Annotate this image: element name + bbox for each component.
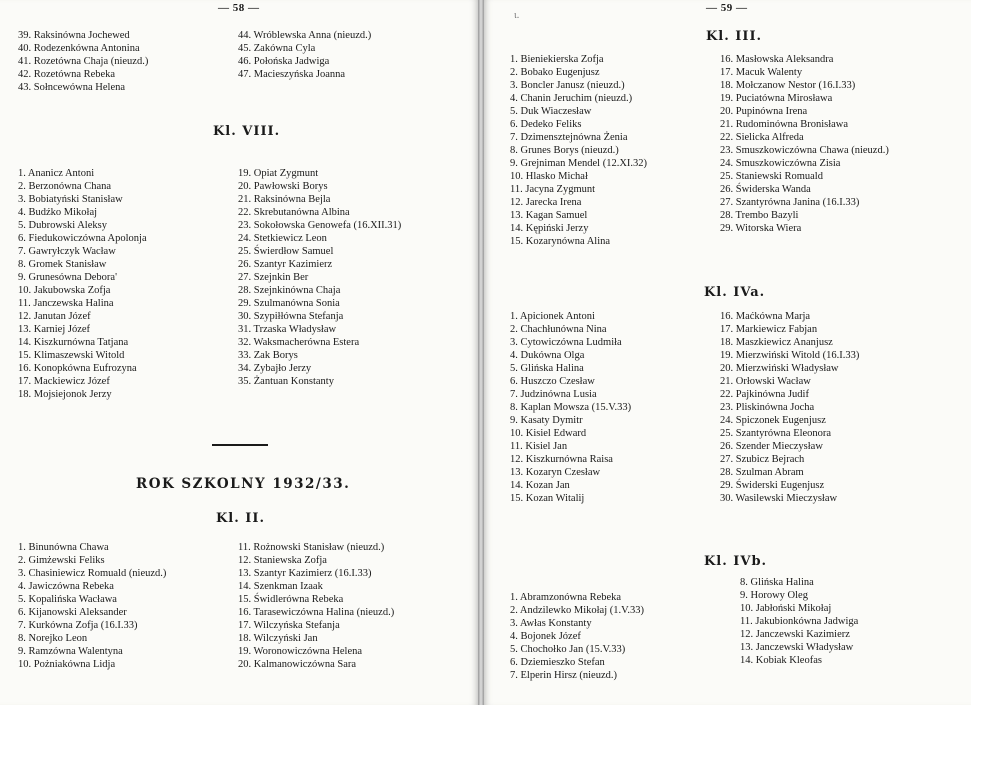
student-entry: 3. Chasiniewicz Romuald (nieuzd.) [18, 568, 167, 579]
student-entry: 27. Szejnkin Ber [238, 272, 309, 283]
student-entry: 28. Szulman Abram [720, 467, 804, 478]
student-entry: 2. Berzonówna Chana [18, 181, 112, 192]
student-entry: 22. Sielicka Alfreda [720, 132, 804, 143]
student-entry: 17. Markiewicz Fabjan [720, 324, 818, 335]
right-page [484, 0, 971, 705]
student-entry: 29. Świderski Eugenjusz [720, 480, 825, 491]
student-entry: 17. Wilczyńska Stefanja [238, 620, 340, 631]
student-entry: 11. Jakubionkówna Jadwiga [740, 616, 859, 627]
student-entry: 9. Grejniman Mendel (12.XI.32) [510, 158, 648, 169]
class-iii-col-a [510, 53, 647, 248]
student-entry: 7. Judzinówna Lusia [510, 389, 597, 400]
student-entry: 15. Świdlerówna Rebeka [238, 594, 344, 605]
student-entry: 19. Opiat Zygmunt [238, 168, 319, 179]
student-entry: 4. Chanin Jeruchim (nieuzd.) [510, 93, 633, 104]
student-entry: 29. Szulmanówna Sonia [238, 298, 340, 309]
class-viii-col-b [238, 167, 401, 388]
student-entry: 6. Fiedukowiczówna Apolonja [18, 233, 147, 244]
student-entry: 1. Apicionek Antoni [510, 311, 595, 322]
student-entry: 8. Gromek Stanisław [18, 259, 107, 270]
student-entry: 20. Pupinówna Irena [720, 106, 808, 117]
student-entry: 3. Cytowiczówna Ludmiła [510, 337, 622, 348]
student-entry: 16. Tarasewiczówna Halina (nieuzd.) [238, 607, 395, 618]
student-entry: 47. Macieszyńska Joanna [238, 69, 346, 80]
student-entry: 7. Gawryłczyk Wacław [18, 246, 116, 257]
student-entry: 13. Janczewski Władysław [740, 642, 854, 653]
student-entry: 21. Orłowski Wacław [720, 376, 811, 387]
student-entry: 10. Hlasko Michał [510, 171, 588, 182]
student-entry: 9. Grunesówna Debora' [18, 272, 117, 283]
student-entry: 20. Kalmanowiczówna Sara [238, 659, 357, 670]
left-page [0, 0, 478, 705]
student-entry: 30. Szypiłłówna Stefanja [238, 311, 344, 322]
student-entry: 34. Zybajło Jerzy [238, 363, 312, 374]
student-entry: 9. Horowy Oleg [740, 590, 808, 601]
class-ivb-heading: Kl. IVb. [704, 554, 768, 569]
student-entry: 13. Szantyr Kazimierz (16.I.33) [238, 568, 372, 579]
student-entry: 14. Kiszkurnówna Tatjana [18, 337, 129, 348]
class-ivb-col-a [510, 591, 644, 682]
student-entry: 3. Boncler Janusz (nieuzd.) [510, 80, 625, 91]
student-entry: 12. Kiszkurnówna Raisa [510, 454, 613, 465]
student-entry: 3. Awłas Konstanty [510, 618, 592, 629]
class-iva-heading: Kl. IVa. [704, 285, 766, 300]
student-entry: 33. Zak Borys [238, 350, 298, 361]
student-entry: 14. Kozan Jan [510, 480, 570, 491]
student-entry: 27. Szantyrówna Janina (16.I.33) [720, 197, 860, 208]
student-entry: 5. Glińska Halina [510, 363, 584, 374]
student-entry: 23. Smuszkowiczówna Chawa (nieuzd.) [720, 145, 889, 156]
student-entry: 6. Huszczo Czesław [510, 376, 595, 387]
student-entry: 10. Kisiel Edward [510, 428, 587, 439]
student-entry: 9. Kasaty Dymitr [510, 415, 583, 426]
student-entry: 1. Ananicz Antoni [18, 168, 95, 179]
student-entry: 16. Konopkówna Eufrozyna [18, 363, 137, 374]
student-entry: 8. Norejko Leon [18, 633, 88, 644]
class-viii-heading: Kl. VIII. [213, 124, 281, 139]
student-entry: 5. Duk Wiaczesław [510, 106, 592, 117]
student-entry: 40. Rodezenkówna Antonina [18, 43, 140, 54]
student-entry: 21. Raksinówna Bejla [238, 194, 331, 205]
student-entry: 39. Raksinówna Jochewed [18, 30, 130, 41]
student-entry: 18. Mojsiejonok Jerzy [18, 389, 112, 400]
class-ii-col-b [238, 541, 394, 671]
top-list-b [238, 29, 371, 81]
student-entry: 8. Kaplan Mowsza (15.V.33) [510, 402, 632, 413]
student-entry: 29. Witorska Wiera [720, 223, 802, 234]
student-entry: 3. Bobiatyński Stanisław [18, 194, 123, 205]
student-entry: 32. Waksmacherówna Estera [238, 337, 360, 348]
student-entry: 7. Elperin Hirsz (nieuzd.) [510, 670, 618, 681]
student-entry: 8. Grunes Borys (nieuzd.) [510, 145, 619, 156]
class-viii-col-a [18, 167, 147, 401]
student-entry: 8. Glińska Halina [740, 577, 814, 588]
student-entry: 26. Szantyr Kazimierz [238, 259, 333, 270]
student-entry: 9. Ramzówna Walentyna [18, 646, 123, 657]
student-entry: 25. Świerdłow Samuel [238, 246, 334, 257]
student-entry: 12. Janczewski Kazimierz [740, 629, 850, 640]
student-entry: 19. Woronowiczówna Helena [238, 646, 363, 657]
page-mark: ι. [514, 10, 520, 21]
student-entry: 26. Świderska Wanda [720, 184, 811, 195]
student-entry: 6. Dedeko Feliks [510, 119, 582, 130]
student-entry: 23. Pliskinówna Jocha [720, 402, 815, 413]
student-entry: 21. Rudominówna Bronisława [720, 119, 849, 130]
student-entry: 1. Abramzonówna Rebeka [510, 592, 622, 603]
student-entry: 11. Janczewska Halina [18, 298, 114, 309]
student-entry: 28. Trembo Bazyli [720, 210, 799, 221]
right-page-number: — 59 — [706, 2, 748, 14]
student-entry: 2. Gimżewski Feliks [18, 555, 105, 566]
class-ivb-col-b [740, 576, 858, 667]
section-divider [212, 444, 268, 446]
student-entry: 31. Trzaska Władysław [238, 324, 337, 335]
student-entry: 41. Rozetówna Chaja (nieuzd.) [18, 56, 149, 67]
student-entry: 22. Skrebutanówna Albina [238, 207, 350, 218]
student-entry: 5. Chochołko Jan (15.V.33) [510, 644, 626, 655]
student-entry: 11. Kisiel Jan [510, 441, 568, 452]
class-ii-col-a [18, 541, 166, 671]
student-entry: 10. Jakubowska Zofja [18, 285, 111, 296]
student-entry: 17. Macuk Walenty [720, 67, 803, 78]
student-entry: 10. Jabłoński Mikołaj [740, 603, 832, 614]
student-entry: 4. Jawiczówna Rebeka [18, 581, 114, 592]
student-entry: 7. Dzimensztejnówna Żenia [510, 132, 628, 143]
student-entry: 4. Bojonek Józef [510, 631, 581, 642]
student-entry: 13. Karniej Józef [18, 324, 91, 335]
student-entry: 25. Szantyrówna Eleonora [720, 428, 832, 439]
student-entry: 45. Zakówna Cyla [238, 43, 316, 54]
student-entry: 15. Klimaszewski Witold [18, 350, 125, 361]
student-entry: 28. Szejnkinówna Chaja [238, 285, 341, 296]
student-entry: 46. Połońska Jadwiga [238, 56, 330, 67]
class-iii-col-b [720, 53, 889, 235]
student-entry: 14. Szenkman Izaak [238, 581, 323, 592]
student-entry: 35. Żantuan Konstanty [238, 376, 334, 387]
student-entry: 12. Staniewska Zofja [238, 555, 327, 566]
student-entry: 24. Spiczonek Eugenjusz [720, 415, 826, 426]
student-entry: 6. Kijanowski Aleksander [18, 607, 127, 618]
left-page-number: — 58 — [218, 2, 260, 14]
class-ii-heading: Kl. II. [216, 511, 265, 526]
student-entry: 15. Kozarynówna Alina [510, 236, 611, 247]
student-entry: 5. Kopalińska Wacława [18, 594, 117, 605]
student-entry: 18. Maszkiewicz Ananjusz [720, 337, 833, 348]
student-entry: 30. Wasilewski Mieczysław [720, 493, 838, 504]
student-entry: 20. Mierzwiński Władysław [720, 363, 839, 374]
student-entry: 18. Mołczanow Nestor (16.I.33) [720, 80, 856, 91]
class-iva-col-b [720, 310, 859, 505]
student-entry: 19. Mierzwiński Witold (16.I.33) [720, 350, 860, 361]
student-entry: 20. Pawłowski Borys [238, 181, 328, 192]
student-entry: 23. Sokołowska Genowefa (16.XII.31) [238, 220, 402, 231]
student-entry: 11. Jacyna Zygmunt [510, 184, 596, 195]
student-entry: 13. Kozaryn Czesław [510, 467, 601, 478]
student-entry: 26. Szender Mieczysław [720, 441, 823, 452]
class-iva-col-a [510, 310, 631, 505]
student-entry: 1. Bieniekierska Zofja [510, 54, 604, 65]
student-entry: 15. Kozan Witalij [510, 493, 585, 504]
student-entry: 13. Kagan Samuel [510, 210, 588, 221]
student-entry: 5. Dubrowski Aleksy [18, 220, 107, 231]
student-entry: 17. Mackiewicz Józef [18, 376, 110, 387]
student-entry: 19. Puciatówna Mirosława [720, 93, 833, 104]
student-entry: 42. Rozetówna Rebeka [18, 69, 116, 80]
student-entry: 6. Dziemieszko Stefan [510, 657, 605, 668]
class-iii-heading: Kl. III. [706, 29, 763, 44]
student-entry: 14. Kobiak Kleofas [740, 655, 822, 666]
student-entry: 2. Bobako Eugenjusz [510, 67, 600, 78]
school-year-heading: ROK SZKOLNY 1932/33. [136, 476, 351, 492]
student-entry: 12. Janutan Józef [18, 311, 91, 322]
student-entry: 24. Stetkiewicz Leon [238, 233, 327, 244]
student-entry: 1. Binunówna Chawa [18, 542, 109, 553]
student-entry: 2. Chachłunówna Nina [510, 324, 607, 335]
student-entry: 7. Kurkówna Zofja (16.I.33) [18, 620, 138, 631]
student-entry: 43. Sołncewówna Helena [18, 82, 126, 93]
student-entry: 22. Pajkinówna Judif [720, 389, 809, 400]
student-entry: 44. Wróblewska Anna (nieuzd.) [238, 30, 372, 41]
student-entry: 18. Wilczyński Jan [238, 633, 318, 644]
student-entry: 14. Kępiński Jerzy [510, 223, 589, 234]
student-entry: 12. Jarecka Irena [510, 197, 582, 208]
student-entry: 2. Andzilewko Mikołaj (1.V.33) [510, 605, 644, 616]
top-list-a [18, 29, 148, 94]
student-entry: 25. Staniewski Romuald [720, 171, 823, 182]
student-entry: 4. Dukówna Olga [510, 350, 585, 361]
student-entry: 10. Pożniakówna Lidja [18, 659, 116, 670]
student-entry: 4. Budźko Mikołaj [18, 207, 98, 218]
student-entry: 24. Smuszkowiczówna Zisia [720, 158, 841, 169]
student-entry: 27. Szubicz Bejrach [720, 454, 805, 465]
student-entry: 16. Maćkówna Marja [720, 311, 811, 322]
student-entry: 11. Rożnowski Stanisław (nieuzd.) [238, 542, 385, 553]
student-entry: 16. Masłowska Aleksandra [720, 54, 834, 65]
